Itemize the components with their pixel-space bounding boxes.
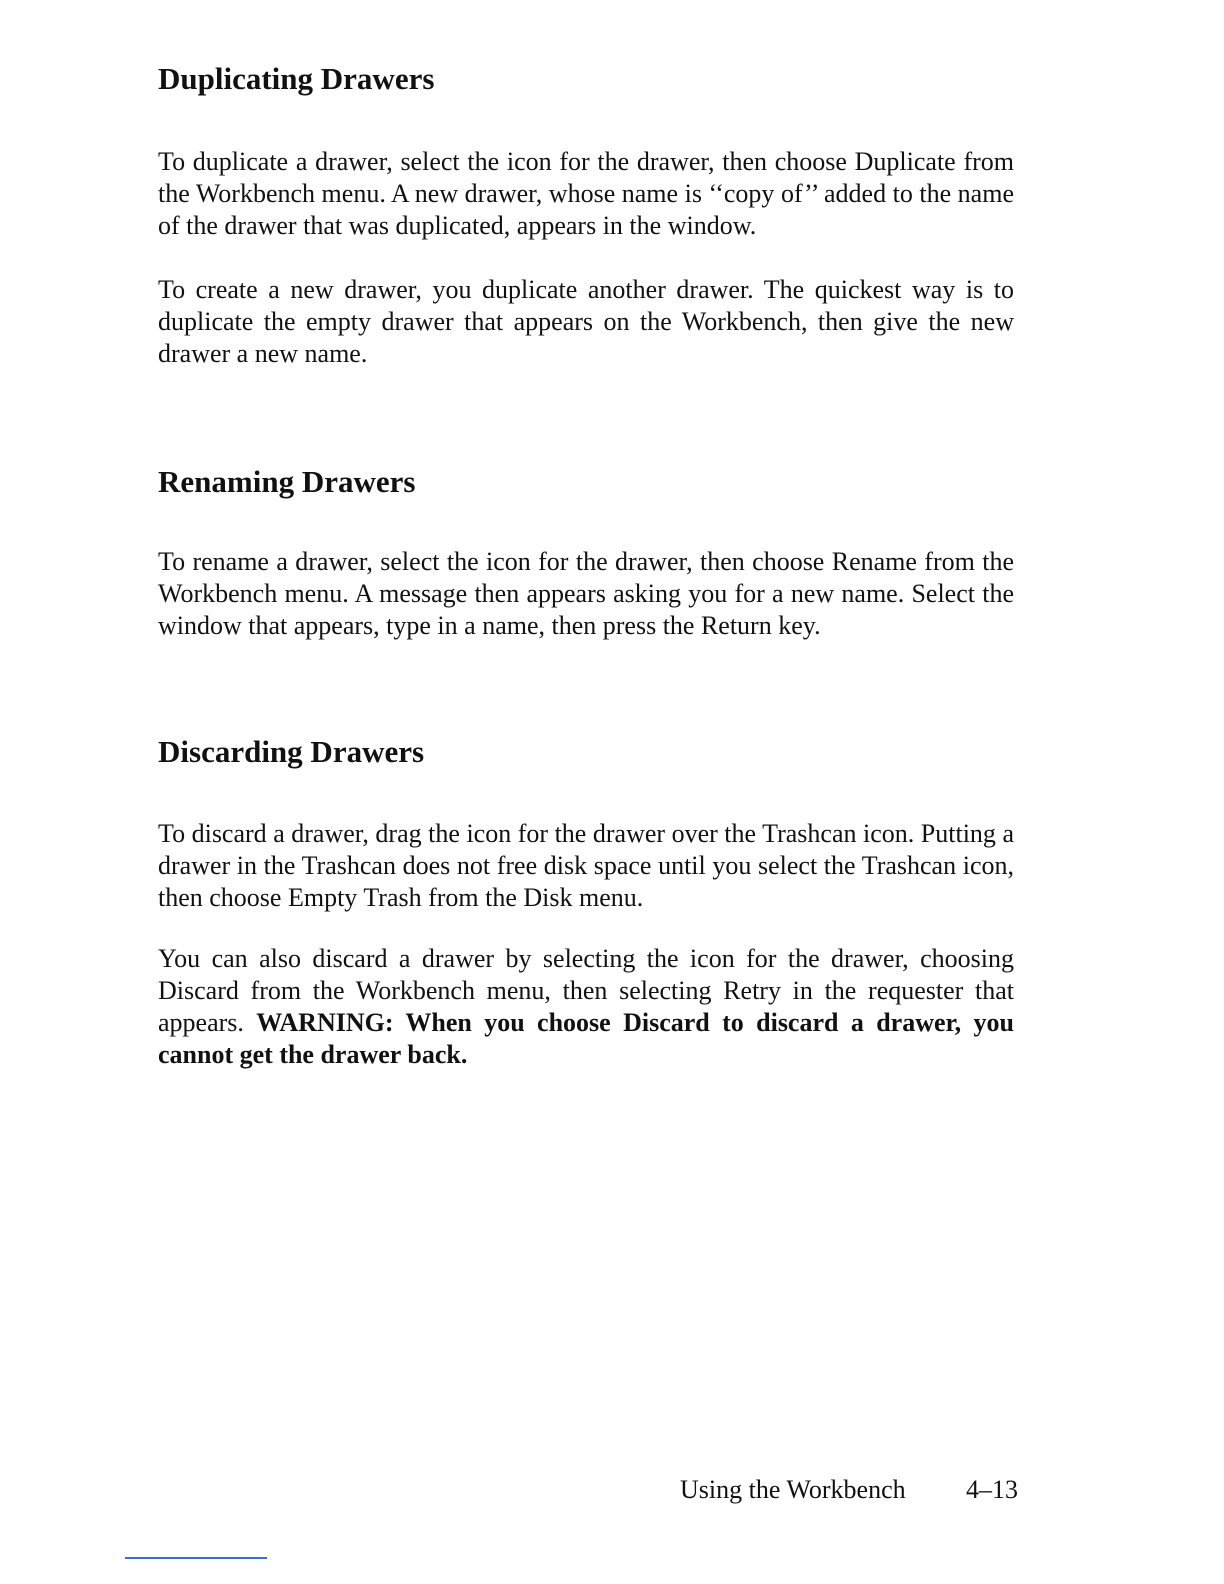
paragraph-discard-trashcan: To discard a drawer, drag the icon for the drawer over the Trashcan icon. Putting a drawer in the Trashcan does not free disk space until you select the Trashcan icon, then choose Empty Trash from the Disk menu. <box>158 819 1014 912</box>
footer-page-number: 4–13 <box>966 1475 1018 1504</box>
heading-renaming-drawers: Renaming Drawers <box>158 464 416 499</box>
heading-duplicating-drawers: Duplicating Drawers <box>158 61 435 96</box>
paragraph-discard-menu <box>158 943 1014 1071</box>
paragraph-rename-instructions: To rename a drawer, select the icon for the drawer, then choose Rename from the Workbench menu. A message then appears asking you for a new name. Select the window that appears, type in a name, then press the Return key. <box>158 547 1014 640</box>
footer-section-title: Using the Workbench <box>680 1475 906 1504</box>
paragraph-create-new-drawer: To create a new drawer, you duplicate another drawer. The quickest way is to duplicate the empty drawer that appears on the Workbench, then give the new drawer a new name. <box>158 275 1014 368</box>
scan-edge-line <box>125 1557 267 1559</box>
heading-discarding-drawers: Discarding Drawers <box>158 734 425 769</box>
warning-text: WARNING: When you choose Discard to discard a drawer, you cannot get the drawer back. <box>158 1008 1015 1069</box>
paragraph-duplicate-instructions: To duplicate a drawer, select the icon for the drawer, then choose Duplicate from the Workbench menu. A new drawer, whose name is ‘‘copy of’’ added to the name of the drawer that was duplicated, appears in the window. <box>158 147 1014 240</box>
discard-menu-text: You can also discard a drawer by selecting the icon for the drawer, choosing Discard from the Workbench menu, then selecting Retry in the requester that appears. <box>158 944 1014 1037</box>
